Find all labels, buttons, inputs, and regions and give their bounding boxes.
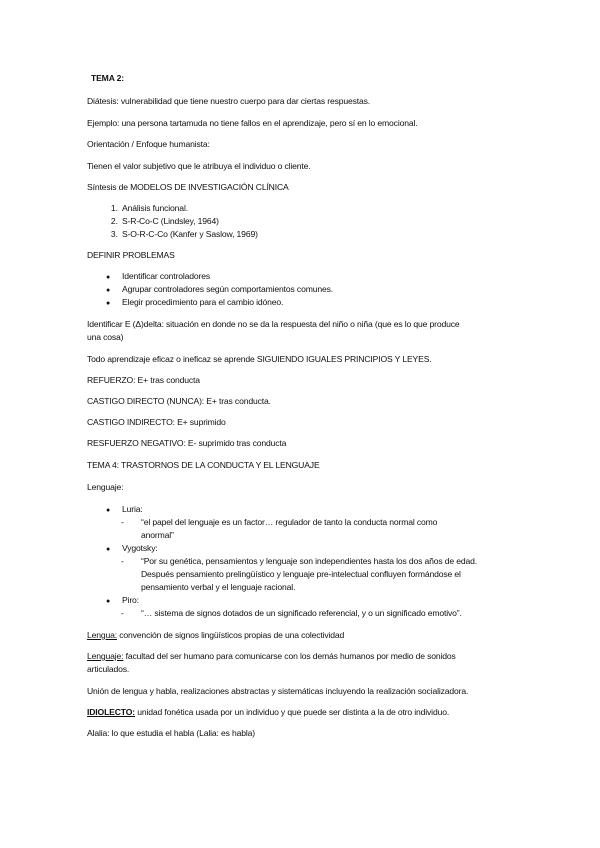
author-name: Luria: [122, 504, 143, 514]
idiolecto-term: IDIOLECTO: [87, 707, 135, 717]
tema2-title: TEMA 2: [91, 73, 125, 83]
dash-icon: - [121, 556, 124, 566]
author-quote: “el papel del lenguaje es un factor… regulador de tanto la conducta normal como [141, 517, 438, 527]
castigo-directo-line: CASTIGO DIRECTO (NUNCA): E+ tras conducta. [87, 396, 271, 406]
lenguaje-term: Lenguaje: [87, 651, 124, 661]
author-quote: Después pensamiento prelingüístico y lenguaje pre-intelectual confluyen formándose el [141, 569, 461, 579]
definir-heading: DEFINIR PROBLEMAS [87, 250, 175, 260]
orientacion-heading: Orientación / Enfoque humanista: [87, 139, 210, 149]
lengua-def: convención de signos lingüísticos propias de una colectividad [117, 630, 345, 640]
author-name: Vygotsky: [122, 543, 158, 553]
bullet-icon: ● [106, 546, 111, 553]
list-number: 3. [110, 229, 118, 239]
list-number: 2. [110, 216, 118, 226]
lenguaje-definition [87, 650, 456, 663]
list-item: S-O-R-C-Co (Kanfer y Saslow, 1969) [122, 229, 258, 239]
lenguaje-heading: Lenguaje: [87, 482, 124, 492]
lenguaje-def: facultad del ser humano para comunicarse con los demás humanos por medio de sonidos [123, 651, 456, 661]
bullet-icon: ● [106, 287, 111, 294]
todo-paragraph: Todo aprendizaje eficaz o ineficaz se aprende SIGUIENDO IGUALES PRINCIPIOS Y LEYES. [87, 354, 432, 364]
tema4-title: TEMA 4: TRASTORNOS DE LA CONDUCTA Y EL LENGUAJE [87, 460, 320, 470]
author-quote: pensamiento verbal y el lenguaje racional. [141, 582, 296, 592]
list-item: Análisis funcional. [122, 203, 188, 213]
diatesis-definition: Diátesis: vulnerabilidad que tiene nuestro cuerpo para dar ciertas respuestas. [87, 96, 371, 106]
castigo-indirecto-line: CASTIGO INDIRECTO: E+ suprimido [87, 417, 226, 427]
list-item: Elegir procedimiento para el cambio idóneo. [122, 297, 284, 307]
lengua-term: Lengua: [87, 630, 118, 640]
identificar-paragraph: Identificar E (Δ)delta: situación en donde no se da la respuesta del niño o niña (que es lo que produce [87, 319, 460, 329]
sintesis-heading: Síntesis de MODELOS DE INVESTIGACIÓN CLÍNICA [87, 182, 289, 192]
author-quote: “Por su genética, pensamientos y lenguaje son independientes hasta los dos años de edad. [141, 556, 478, 566]
bullet-icon: ● [106, 300, 111, 307]
list-item: Agrupar controladores según comportamientos comunes. [122, 284, 333, 294]
list-number: 1. [110, 203, 118, 213]
list-item: S-R-Co-C (Lindsley, 1964) [122, 216, 219, 226]
valor-paragraph: Tienen el valor subjetivo que le atribuya el individuo o cliente. [87, 161, 311, 171]
union-paragraph: Unión de lengua y habla, realizaciones abstractas y sistemáticas incluyendo la realización socializadora. [87, 686, 469, 696]
list-item: Identificar controladores [122, 271, 210, 281]
author-quote: anormal” [141, 530, 174, 540]
bullet-icon: ● [106, 274, 111, 281]
dash-icon: - [121, 608, 124, 618]
author-quote: “… sistema de signos dotados de un significado referencial, y o un significado emotivo”. [141, 608, 462, 618]
identificar-paragraph-cont: una cosa) [87, 332, 124, 342]
resfuerzo-negativo-line: RESFUERZO NEGATIVO: E- suprimido tras conducta [87, 438, 287, 448]
idiolecto-definition [87, 706, 449, 719]
alalia-paragraph: Alalia: lo que estudia el habla (Lalia: es habla) [87, 728, 255, 738]
author-name: Piro: [122, 595, 139, 605]
lenguaje-definition-cont: articulados. [87, 664, 130, 674]
refuerzo-line: REFUERZO: E+ tras conducta [87, 375, 200, 385]
lengua-definition [87, 629, 344, 642]
dash-icon: - [121, 517, 124, 527]
bullet-icon: ● [106, 598, 111, 605]
bullet-icon: ● [106, 507, 111, 514]
idiolecto-def: unidad fonética usada por un individuo y que puede ser distinta a la de otro individuo. [135, 707, 450, 717]
ejemplo-paragraph: Ejemplo: una persona tartamuda no tiene fallos en el aprendizaje, pero sí en lo emocional. [87, 118, 418, 128]
